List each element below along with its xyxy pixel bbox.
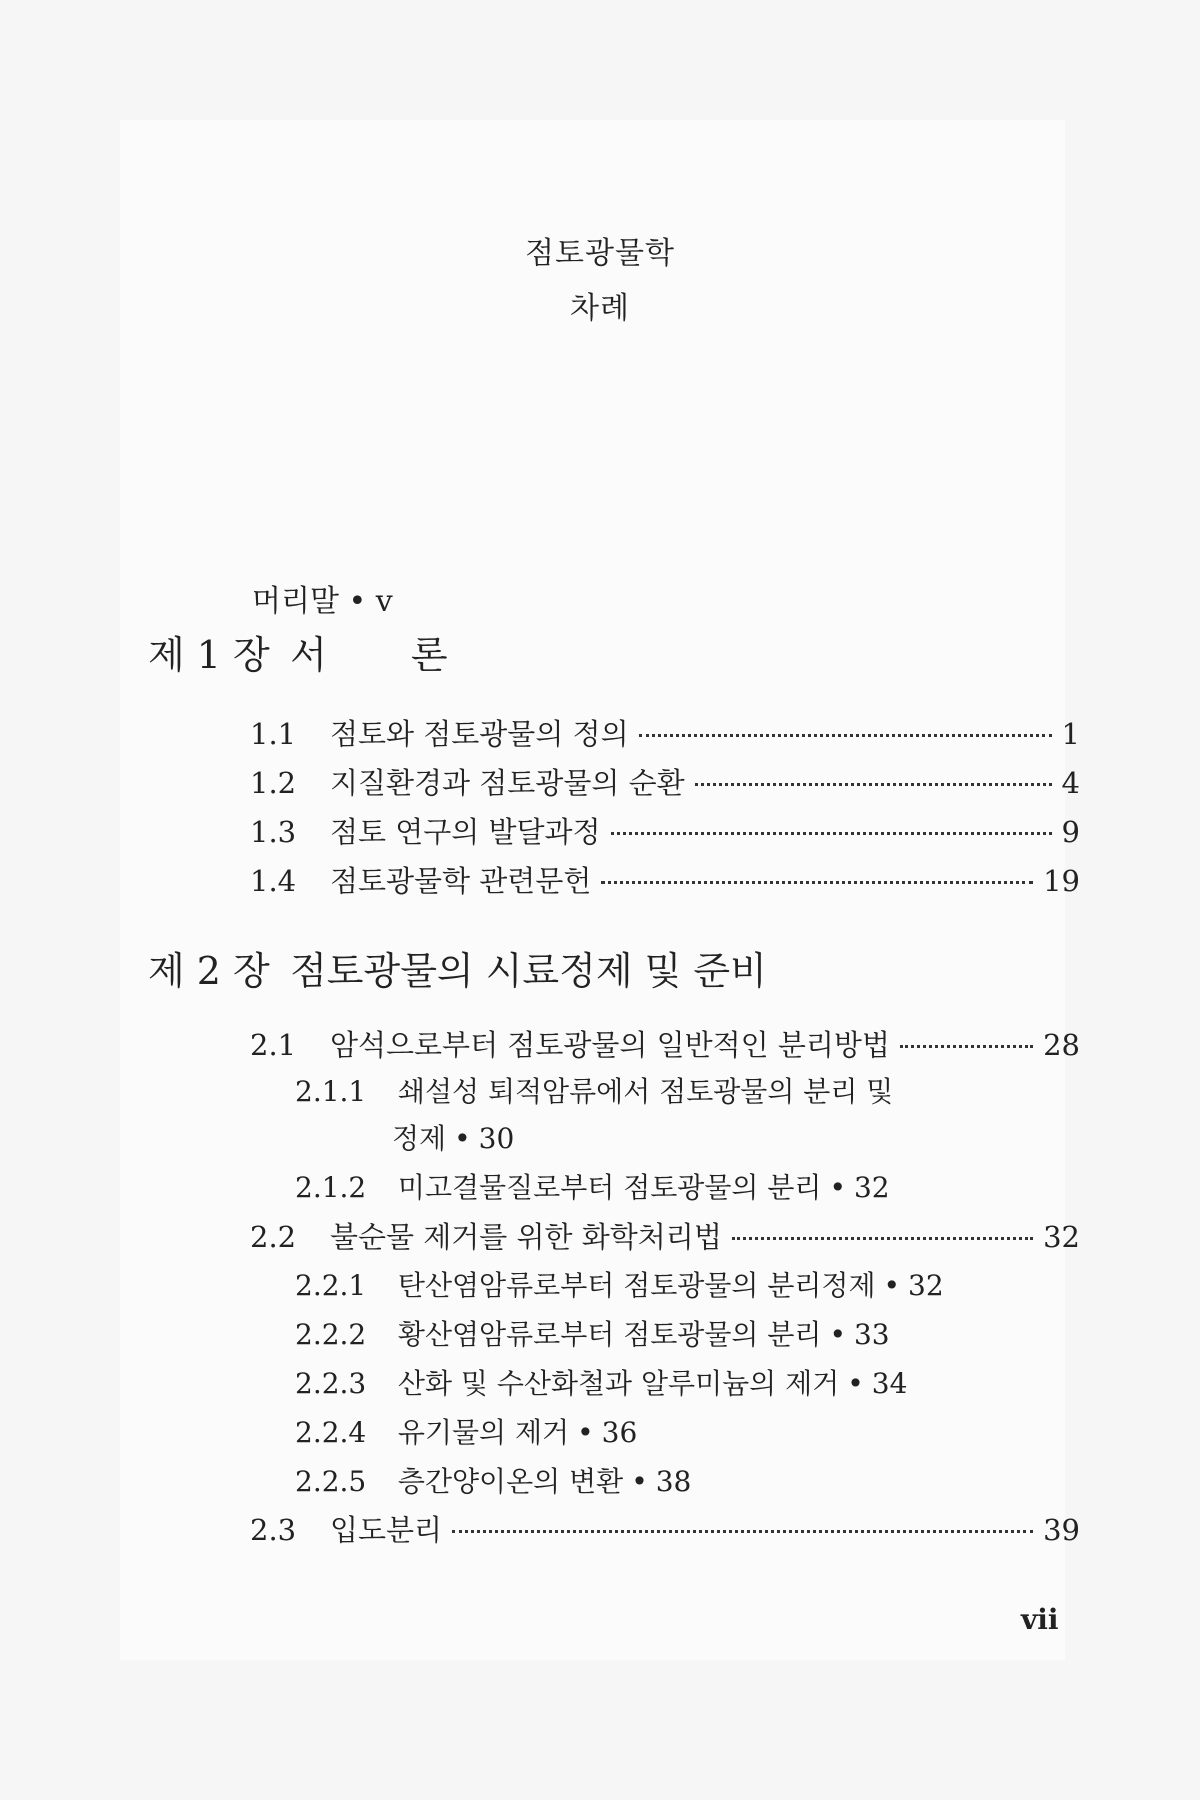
page-number: 30 (478, 1122, 515, 1155)
toc-entry-2-2-4[interactable] (295, 1411, 637, 1451)
separator-dot: • (454, 1122, 471, 1155)
toc-entry-2-1[interactable] (250, 1023, 1080, 1063)
subsection-title: 황산염암류로부터 점토광물의 분리 (397, 1318, 822, 1351)
toc-entry-2-1-1-continued[interactable] (392, 1117, 514, 1157)
folio-page-number: vii (1021, 1603, 1059, 1636)
section-number: 1.2 (250, 766, 297, 800)
toc-entry-1-1[interactable] (250, 712, 1080, 752)
dot-leader (695, 783, 1052, 786)
subsection-title: 쇄설성 퇴적암류에서 점토광물의 분리 및 (397, 1075, 894, 1108)
subsection-number: 2.2.2 (295, 1318, 367, 1351)
subsection-title: 산화 및 수산화철과 알루미늄의 제거 (397, 1367, 840, 1400)
section-number: 1.4 (250, 864, 297, 898)
page-number: 33 (853, 1318, 890, 1351)
preface-label: 머리말 (252, 584, 339, 619)
subsection-title-continued: 정제 (392, 1122, 447, 1155)
chapter-title: 점토광물의 시료정제 및 준비 (290, 949, 767, 993)
toc-entry-2-2-3[interactable] (295, 1362, 907, 1402)
section-title: 점토 연구의 발달과정 (330, 815, 601, 849)
page-number: 39 (1043, 1513, 1080, 1547)
dot-leader (900, 1045, 1033, 1048)
dot-leader (639, 734, 1052, 737)
toc-entry-2-1-2[interactable] (295, 1166, 890, 1206)
separator-dot: • (829, 1171, 846, 1204)
chapter-number: 제 2 장 (148, 949, 270, 993)
page-number: 28 (1043, 1028, 1080, 1062)
toc-entry-1-4[interactable] (250, 859, 1080, 899)
subsection-title: 탄산염암류로부터 점토광물의 분리정제 (397, 1269, 876, 1302)
section-number: 1.3 (250, 815, 297, 849)
page-number: 36 (601, 1416, 638, 1449)
subsection-number: 2.2.1 (295, 1269, 367, 1302)
book-title: 점토광물학 (525, 236, 675, 271)
dot-leader (732, 1237, 1033, 1240)
section-title: 암석으로부터 점토광물의 일반적인 분리방법 (330, 1028, 890, 1062)
toc-entry-2-1-1[interactable] (295, 1070, 893, 1110)
dot-leader (452, 1530, 1033, 1533)
dot-leader (611, 832, 1052, 835)
section-title: 입도분리 (330, 1513, 443, 1547)
separator-dot: • (883, 1269, 901, 1302)
separator-dot: • (631, 1465, 648, 1498)
subsection-title: 층간양이온의 변환 (397, 1465, 624, 1498)
page-number: 4 (1061, 766, 1080, 800)
subsection-number: 2.2.5 (295, 1465, 367, 1498)
section-number: 2.2 (250, 1220, 297, 1254)
toc-heading: 차례 (570, 291, 630, 326)
page-number: 34 (871, 1367, 908, 1400)
separator-dot: • (829, 1318, 846, 1351)
toc-entry-2-2-1[interactable] (295, 1264, 944, 1304)
toc-entry-2-2-2[interactable] (295, 1313, 890, 1353)
page-number: 32 (908, 1269, 944, 1302)
subsection-number: 2.2.3 (295, 1367, 367, 1400)
page-number: 9 (1061, 815, 1080, 849)
separator-dot: • (847, 1367, 864, 1400)
toc-entry-1-2[interactable] (250, 761, 1080, 801)
section-title: 점토광물학 관련문헌 (330, 864, 592, 898)
chapter-number: 제 1 장 (148, 633, 270, 677)
toc-entry-2-3[interactable] (250, 1508, 1080, 1548)
dot-leader (601, 881, 1033, 884)
separator-dot: • (577, 1416, 594, 1449)
section-number: 1.1 (250, 717, 297, 751)
toc-entry-2-2-5[interactable] (295, 1460, 691, 1500)
chapter-heading-1[interactable] (148, 624, 484, 679)
preface-separator: • (348, 584, 367, 619)
subsection-title: 미고결물질로부터 점토광물의 분리 (397, 1171, 822, 1204)
subsection-title: 유기물의 제거 (397, 1416, 570, 1449)
page-number: 32 (853, 1171, 890, 1204)
page-number: 32 (1043, 1220, 1080, 1254)
section-number: 2.1 (250, 1028, 297, 1062)
subsection-number: 2.1.2 (295, 1171, 367, 1204)
section-title: 불순물 제거를 위한 화학처리법 (330, 1220, 722, 1254)
subsection-number: 2.2.4 (295, 1416, 367, 1449)
preface-page: v (375, 584, 393, 619)
page-number: 19 (1043, 864, 1080, 898)
section-title: 점토와 점토광물의 정의 (330, 717, 629, 751)
toc-entry-preface[interactable] (252, 576, 393, 620)
toc-entry-2-2[interactable] (250, 1215, 1080, 1255)
section-title: 지질환경과 점토광물의 순환 (330, 766, 685, 800)
toc-entry-1-3[interactable] (250, 810, 1080, 850)
page-number: 38 (655, 1465, 692, 1498)
chapter-heading-2[interactable] (148, 940, 767, 995)
page-number: 1 (1061, 717, 1080, 751)
section-number: 2.3 (250, 1513, 297, 1547)
subsection-number: 2.1.1 (295, 1075, 367, 1108)
chapter-title: 서 론 (290, 633, 484, 677)
